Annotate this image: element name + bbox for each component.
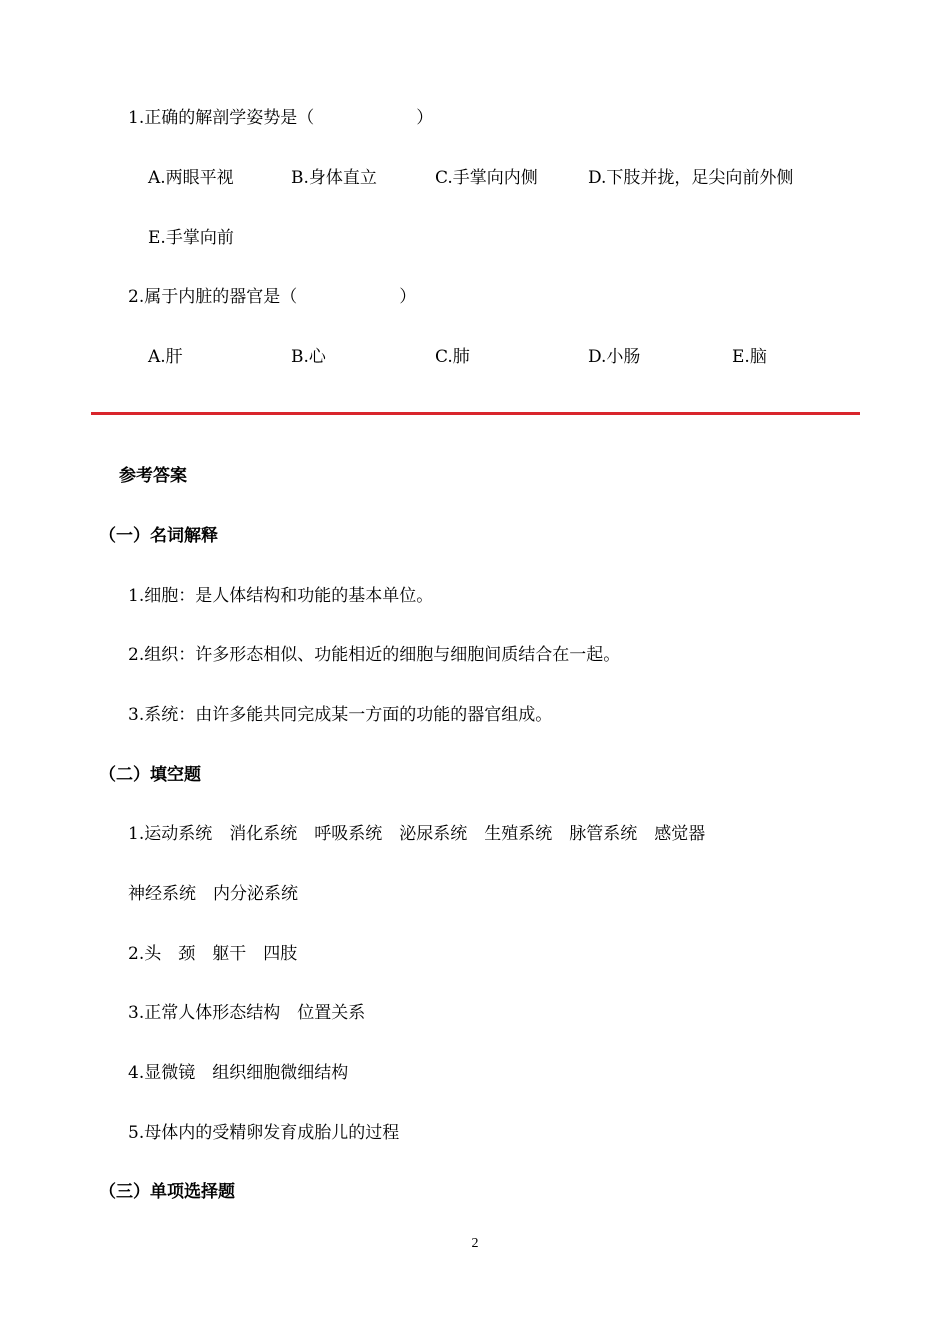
section-3-heading: （三）单项选择题 <box>99 1182 235 1202</box>
section-2-item-1-cont: 神经系统 内分泌系统 <box>128 884 298 904</box>
section-2-item-5: 5.母体内的受精卵发育成胎儿的过程 <box>128 1123 400 1143</box>
section-2-item-1: 1.运动系统 消化系统 呼吸系统 泌尿系统 生殖系统 脉管系统 感觉器 <box>128 824 706 844</box>
answers-title: 参考答案 <box>119 466 187 486</box>
q2-option-a: A.肝 <box>148 347 183 367</box>
question-2-stem: 2.属于内脏的器官是（ ） <box>128 287 417 307</box>
section-2-item-3: 3.正常人体形态结构 位置关系 <box>128 1003 366 1023</box>
section-1-item-1: 1.细胞：是人体结构和功能的基本单位。 <box>128 586 434 606</box>
q2-option-b: B.心 <box>291 347 326 367</box>
section-1-item-2: 2.组织：许多形态相似、功能相近的细胞与细胞间质结合在一起。 <box>128 645 621 665</box>
section-2-item-2: 2.头 颈 躯干 四肢 <box>128 944 298 964</box>
q2-option-e: E.脑 <box>732 347 767 367</box>
section-2-item-4: 4.显微镜 组织细胞微细结构 <box>128 1063 349 1083</box>
section-1-heading: （一）名词解释 <box>99 526 218 546</box>
page-number: 2 <box>471 1236 479 1251</box>
section-1-item-3: 3.系统：由许多能共同完成某一方面的功能的器官组成。 <box>128 705 553 725</box>
section-divider <box>91 412 860 415</box>
question-1-stem: 1.正确的解剖学姿势是（ ） <box>128 108 434 128</box>
q2-option-c: C.肺 <box>435 347 470 367</box>
section-2-heading: （二）填空题 <box>99 765 201 785</box>
q1-option-b: B.身体直立 <box>291 168 377 188</box>
q1-option-d: D.下肢并拢，足尖向前外侧 <box>588 168 794 188</box>
q2-option-d: D.小肠 <box>588 347 641 367</box>
q1-option-e: E.手掌向前 <box>148 228 234 248</box>
q1-option-a: A.两眼平视 <box>148 168 234 188</box>
q1-option-c: C.手掌向内侧 <box>435 168 538 188</box>
